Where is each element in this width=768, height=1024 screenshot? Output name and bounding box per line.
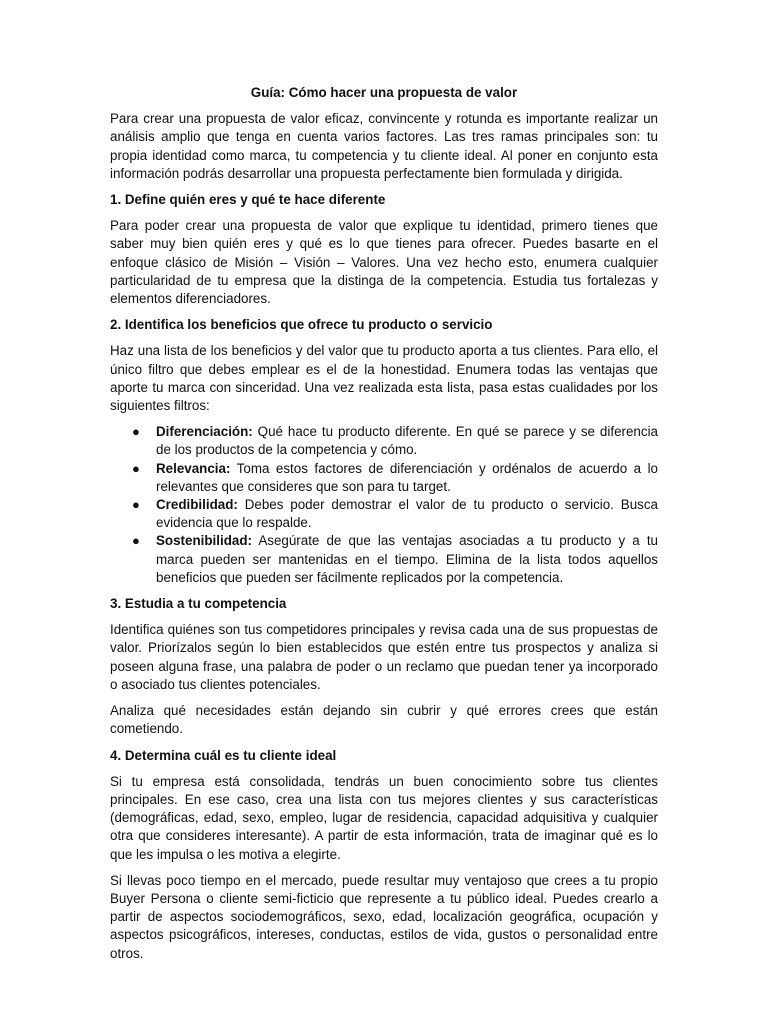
section-1-paragraph: Para poder crear una propuesta de valor que explique tu identidad, primero tienes que saber muy bien quién eres y qué es lo que tienes para ofrecer. Puedes basarte en el enfoque clásico de Misión – Visión – Valores. Una vez hecho esto, enumera cualquier particularidad de tu empresa que la distinga de la competencia. Estudia tus fortalezas y elementos diferenciadores.	[110, 218, 658, 307]
section-2-paragraph: Haz una lista de los beneficios y del valor que tu producto aporta a tus clientes. Para ello, el único filtro que debes emplear es el de la honestidad. Enumera todas las ventajas que aporte tu marca con sinceridad. Una vez realizada esta lista, pasa estas cualidades por los siguientes filtros:	[110, 343, 658, 414]
section-1-heading: 1. Define quién eres y qué te hace diferente	[110, 192, 386, 208]
filter-list	[110, 423, 658, 587]
section-3-paragraph-1: Identifica quiénes son tus competidores principales y revisa cada una de sus propuestas de valor. Priorízalos según lo bien establecidos que estén entre tus prospectos y analiza si poseen alguna frase, una palabra de poder o un reclamo que puedan tener ya incorporado o asociado tus clientes potenciales.	[110, 622, 658, 692]
bullet-icon: ●	[132, 497, 140, 513]
list-item-term: Credibilidad:	[156, 497, 238, 513]
bullet-icon: ●	[132, 460, 140, 476]
list-item-credibilidad	[132, 496, 658, 532]
intro-paragraph: Para crear una propuesta de valor eficaz, convincente y rotunda es importante realizar un análisis amplio que tenga en cuenta varios factores. Las tres ramas principales son: tu propia identidad como marca, tu competencia y tu cliente ideal. Al poner en conjunto esta información podrás desarrollar una propuesta perfectamente bien formulada y dirigida.	[110, 111, 658, 181]
list-item-relevancia	[132, 460, 658, 496]
section-3-paragraph-2: Analiza qué necesidades están dejando sin cubrir y qué errores crees que están cometiendo.	[110, 703, 658, 737]
list-item-text: Toma estos factores de diferenciación y ordénalos de acuerdo a lo relevantes que consideres que son para tu target.	[156, 460, 658, 494]
bullet-icon: ●	[132, 424, 140, 440]
list-item-term: Sostenibilidad:	[156, 533, 252, 549]
section-4-paragraph-1: Si tu empresa está consolidada, tendrás un buen conocimiento sobre tus clientes principales. En ese caso, crea una lista con tus mejores clientes y sus características (demográficas, edad, sexo, empleo, lugar de residencia, capacidad adquisitiva y cualquier otra que consideres interesante). A partir de esta información, trata de imaginar qué es lo que les impulsa o les motiva a elegirte.	[110, 773, 658, 862]
section-4-heading: 4. Determina cuál es tu cliente ideal	[110, 747, 337, 763]
list-item-text: Asegúrate de que las ventajas asociadas a tu producto y a tu marca pueden ser mantenidas en el tiempo. Elimina de la lista todos aquellos beneficios que pueden ser fácilmente replicados por la competencia.	[156, 533, 658, 585]
list-item-sostenibilidad	[132, 532, 658, 587]
list-item-term: Relevancia:	[156, 460, 231, 476]
list-item-term: Diferenciación:	[156, 424, 253, 440]
section-4-paragraph-2: Si llevas poco tiempo en el mercado, puede resultar muy ventajoso que crees a tu propio Buyer Persona o cliente semi-ficticio que represente a tu público ideal. Puedes crearlo a partir de aspectos sociodemográficos, sexo, edad, localización geográfica, ocupación y aspectos psicográficos, intereses, conductas, estilos de vida, gustos o personalidad entre otros.	[110, 872, 658, 961]
list-item-text: Qué hace tu producto diferente. En qué se parece y se diferencia de los productos de la competencia y cómo.	[156, 424, 658, 458]
list-item-text: Debes poder demostrar el valor de tu producto o servicio. Busca evidencia que lo respalde.	[156, 497, 658, 531]
document-title: Guía: Cómo hacer una propuesta de valor	[250, 85, 518, 100]
section-3-heading: 3. Estudia a tu competencia	[110, 596, 287, 612]
bullet-icon: ●	[132, 533, 140, 549]
list-item-diferenciacion	[132, 423, 658, 459]
section-2-heading: 2. Identifica los beneficios que ofrece tu producto o servicio	[110, 317, 493, 333]
